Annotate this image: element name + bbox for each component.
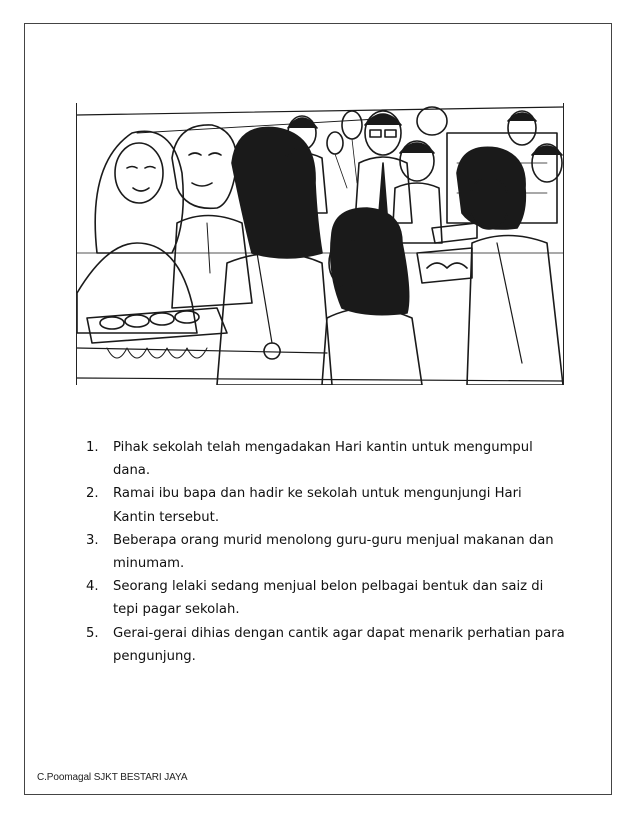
list-item — [86, 482, 566, 528]
list-item — [86, 622, 566, 668]
item-number: 3. — [86, 532, 99, 548]
item-number: 2. — [86, 486, 99, 502]
page-footer: C.Poomagal SJKT BESTARI JAYA — [37, 772, 188, 783]
item-number: 5. — [86, 625, 99, 641]
item-number: 4. — [86, 579, 99, 595]
canteen-day-scene-icon — [77, 103, 563, 385]
item-text: Gerai-gerai dihias dengan cantik agar dapat menarik perhatian para pengunjung. — [113, 625, 565, 664]
item-text: Seorang lelaki sedang menjual belon pelbagai bentuk dan saiz di tepi pagar sekolah. — [113, 579, 544, 618]
statement-list — [86, 436, 566, 668]
canteen-illustration — [76, 103, 564, 385]
item-text: Pihak sekolah telah mengadakan Hari kantin untuk mengumpul dana. — [113, 440, 533, 479]
list-item — [86, 575, 566, 621]
item-text: Beberapa orang murid menolong guru-guru menjual makanan dan minumam. — [113, 532, 554, 572]
item-text: Ramai ibu bapa dan hadir ke sekolah untuk mengunjungi Hari Kantin tersebut. — [113, 486, 522, 525]
item-number: 1. — [86, 440, 99, 455]
list-item — [86, 529, 566, 575]
list-item — [86, 436, 566, 482]
